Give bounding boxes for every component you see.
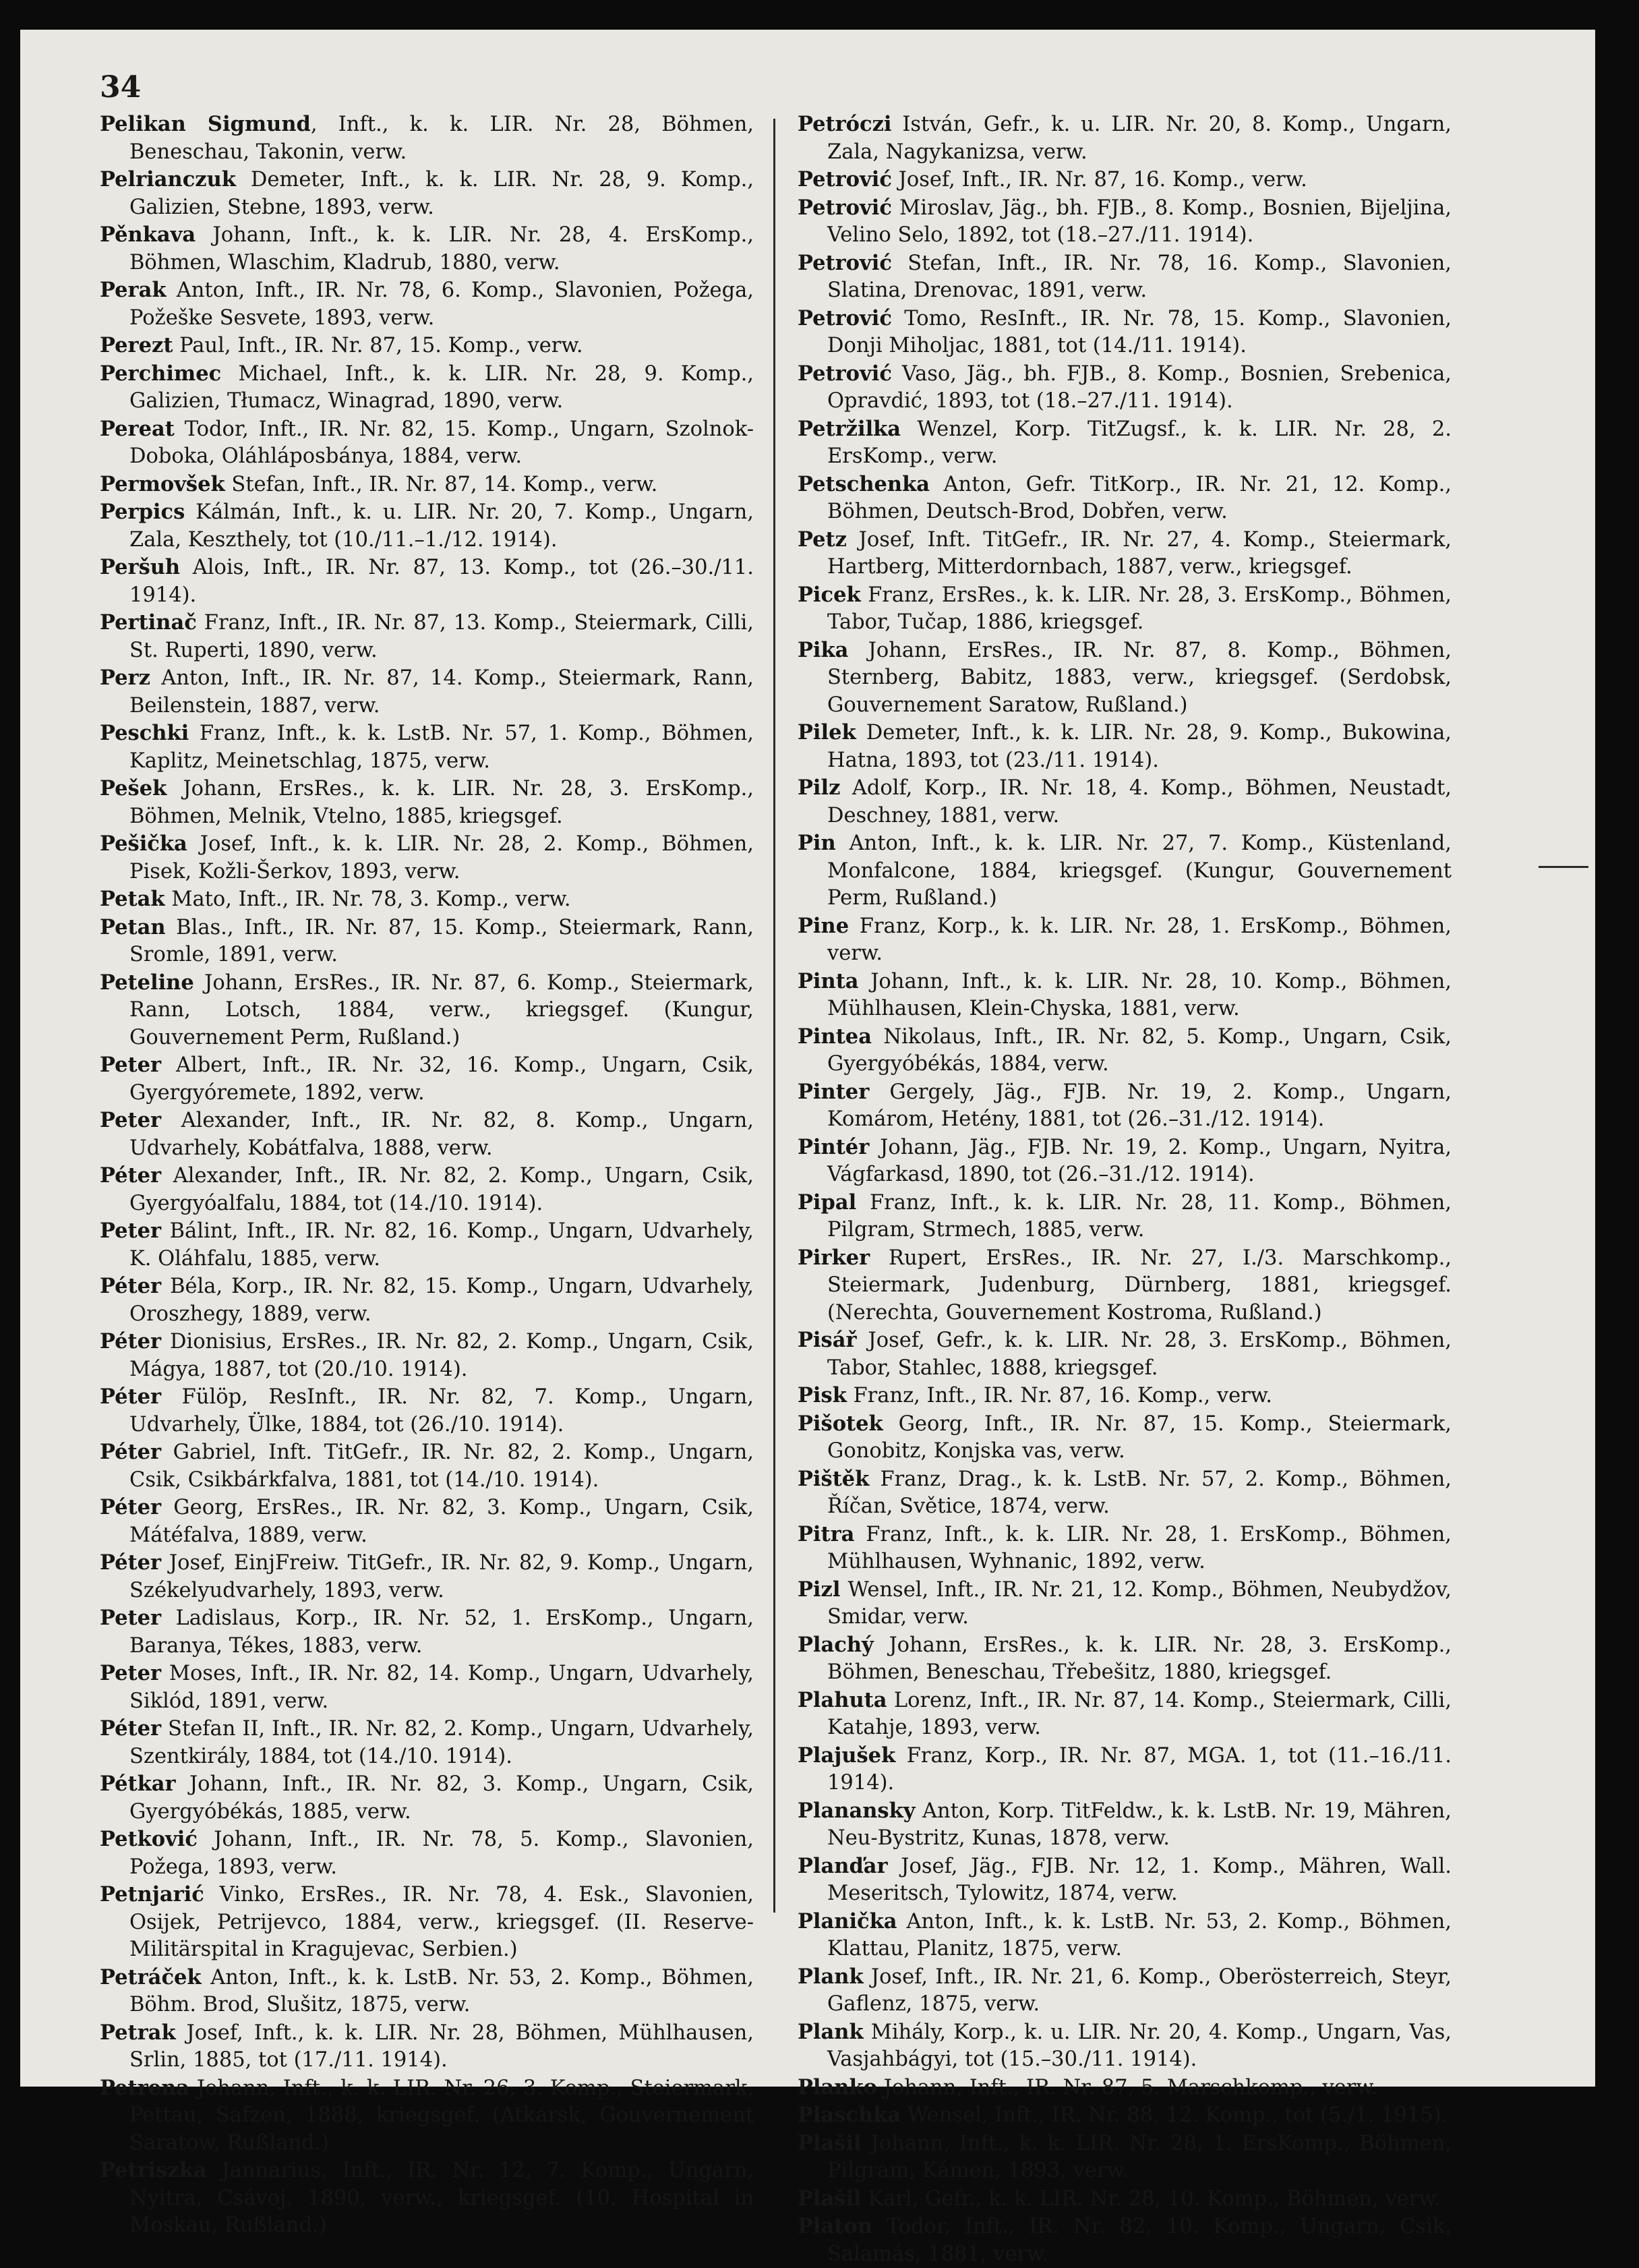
entry-surname: Planička <box>798 1909 897 1933</box>
entry-details: Moses, Inft., IR. Nr. 82, 14. Komp., Ungarn, Udvarhely, Siklód, 1891, verw. <box>129 1662 754 1713</box>
entry-details: Josef, Inft. TitGefr., IR. Nr. 27, 4. Komp., Steiermark, Hartberg, Mitterdornbach, 1887, verw., kriegsgef. <box>827 527 1452 579</box>
entry-details: Johann, Inft., k. k. LIR. Nr. 26, 3. Komp., Steiermark, Pettau, Safzen, 1888, kriegsgef. (Atkarsk, Gouvernement Saratow, Rußland.) <box>129 2076 754 2155</box>
page-number: 34 <box>100 70 142 105</box>
entry-surname: Picek <box>798 582 861 607</box>
casualty-entry <box>798 1576 1452 1631</box>
casualty-entry <box>798 637 1452 720</box>
entry-details: Franz, Inft., k. k. LstB. Nr. 57, 1. Komp., Böhmen, Kaplitz, Meinetschlag, 1875, verw. <box>129 722 754 773</box>
entry-surname: Peter <box>100 1661 162 1685</box>
entry-details: Tomo, ResInft., IR. Nr. 78, 15. Komp., Slavonien, Donji Miholjac, 1881, tot (14./11. 1914). <box>827 306 1452 357</box>
entry-surname: Petrović <box>798 250 892 275</box>
entry-details: , Inft., k. k. LIR. Nr. 28, Böhmen, Beneschau, Takonin, verw. <box>129 113 754 164</box>
entry-surname: Pintea <box>798 1024 872 1049</box>
entry-details: Johann, Inft., IR. Nr. 78, 5. Komp., Slavonien, Požega, 1893, verw. <box>129 1828 754 1879</box>
entry-surname: Pine <box>798 913 850 938</box>
entry-surname: Pinta <box>798 968 859 993</box>
casualty-entry <box>798 1742 1452 1797</box>
casualty-entry <box>100 830 754 885</box>
casualty-entry <box>798 360 1452 415</box>
entry-details: Wenzel, Korp. TitZugsf., k. k. LIR. Nr. 28, 2. ErsKomp., verw. <box>827 417 1452 468</box>
casualty-entry <box>798 1687 1452 1742</box>
entry-details: Johann, ErsRes., IR. Nr. 87, 8. Komp., Böhmen, Sternberg, Babitz, 1883, verw., kriegsgef. (Serdobsk, Gouvernement Saratow, Rußland.) <box>827 638 1452 717</box>
entry-details: Anton, Inft., IR. Nr. 78, 6. Komp., Slavonien, Požega, Požeške Sesvete, 1893, verw. <box>129 279 754 330</box>
margin-dash <box>1539 866 1588 868</box>
entry-details: Johann, ErsRes., k. k. LIR. Nr. 28, 3. ErsKomp., Böhmen, Melnik, Vtelno, 1885, kriegsgef. <box>129 777 754 828</box>
entry-details: Paul, Inft., IR. Nr. 87, 15. Komp., verw. <box>173 334 583 357</box>
entry-surname: Peršuh <box>100 555 181 579</box>
entry-surname: Pinter <box>798 1079 870 1104</box>
casualty-entry <box>798 1327 1452 1382</box>
casualty-entry <box>100 1715 754 1770</box>
entry-details: Adolf, Korp., IR. Nr. 18, 4. Komp., Böhmen, Neustadt, Deschney, 1881, verw. <box>827 776 1452 827</box>
entry-surname: Petan <box>100 914 166 939</box>
casualty-entry <box>100 554 754 609</box>
entry-surname: Plahuta <box>798 1687 887 1712</box>
entry-surname: Petróczi <box>798 112 892 136</box>
entry-details: Demeter, Inft., k. k. LIR. Nr. 28, 9. Komp., Galizien, Stebne, 1893, verw. <box>129 168 754 219</box>
entry-surname: Plank <box>798 1964 864 1989</box>
casualty-entry <box>798 166 1452 194</box>
casualty-entry <box>798 1797 1452 1853</box>
casualty-entry <box>100 720 754 775</box>
entry-details: Josef, Jäg., FJB. Nr. 12, 1. Komp., Mähren, Wall. Meseritsch, Tylowitz, 1874, verw. <box>827 1854 1452 1905</box>
entry-surname: Planďar <box>798 1853 888 1878</box>
entry-details: Franz, Inft., IR. Nr. 87, 13. Komp., Steiermark, Cilli, St. Ruperti, 1890, verw. <box>129 611 754 662</box>
casualty-entry <box>798 250 1452 305</box>
entry-details: Lorenz, Inft., IR. Nr. 87, 14. Komp., Steiermark, Cilli, Katahje, 1893, verw. <box>827 1688 1452 1739</box>
document-page <box>20 30 1595 2266</box>
casualty-entry <box>798 2101 1452 2130</box>
casualty-entry <box>100 1107 754 1162</box>
entry-surname: Petrović <box>798 306 892 330</box>
entry-surname: Péter <box>100 1550 162 1575</box>
entry-surname: Petnjarić <box>100 1882 204 1907</box>
casualty-entry <box>100 969 754 1052</box>
entry-surname: Perz <box>100 666 150 690</box>
casualty-entry <box>798 471 1452 526</box>
entry-surname: Pika <box>798 637 849 662</box>
casualty-entry <box>100 360 754 415</box>
entry-surname: Perak <box>100 278 167 302</box>
entry-surname: Petschenka <box>798 471 930 496</box>
entry-surname: Peter <box>100 1108 162 1132</box>
entry-details: Stefan II, Inft., IR. Nr. 82, 2. Komp., Ungarn, Udvarhely, Szentkirály, 1884, tot (14./10. 1914). <box>129 1717 754 1768</box>
entry-surname: Peter <box>100 1053 162 1077</box>
entry-details: Josef, Inft., IR. Nr. 87, 16. Komp., verw. <box>891 168 1307 192</box>
casualty-entry <box>100 277 754 332</box>
entry-details: Franz, Inft., k. k. LIR. Nr. 28, 11. Komp., Böhmen, Pilgram, Strmech, 1885, verw. <box>827 1190 1452 1242</box>
casualty-entry <box>798 912 1452 968</box>
entry-surname: Pišotek <box>798 1411 883 1436</box>
entry-surname: Pešek <box>100 776 167 801</box>
entry-details: Anton, Gefr. TitKorp., IR. Nr. 21, 12. Komp., Böhmen, Deutsch-Brod, Dobřen, verw. <box>827 472 1452 523</box>
column-divider <box>773 119 775 1913</box>
entry-details: Fülöp, ResInft., IR. Nr. 82, 7. Komp., Ungarn, Udvarhely, Ülke, 1884, tot (26./10. 1914). <box>129 1385 754 1436</box>
casualty-entry <box>100 332 754 360</box>
entry-surname: Platon <box>798 2214 872 2238</box>
entry-details: Jannarius, Inft., IR. Nr. 12, 7. Komp., Ungarn, Nyitra, Csávoj, 1890, verw., kriegsgef. (10. Hospital in Moskau, Rußland.) <box>129 2159 754 2237</box>
entry-details: Ladislaus, Korp., IR. Nr. 52, 1. ErsKomp., Ungarn, Baranya, Tékes, 1883, verw. <box>129 1606 754 1658</box>
entry-details: Nikolaus, Inft., IR. Nr. 82, 5. Komp., Ungarn, Csik, Gyergyóbékás, 1884, verw. <box>827 1024 1452 1076</box>
entry-surname: Planansky <box>798 1798 916 1823</box>
entry-details: Anton, Korp. TitFeldw., k. k. LstB. Nr. 19, Mähren, Neu-Bystritz, Kunas, 1878, verw. <box>827 1799 1452 1850</box>
entry-details: Gabriel, Inft. TitGefr., IR. Nr. 82, 2. Komp., Ungarn, Csik, Csikbárkfalva, 1881, tot (14./10. 1914). <box>129 1441 754 1492</box>
casualty-entry <box>798 2018 1452 2074</box>
casualty-entry <box>798 2213 1452 2268</box>
entry-surname: Peter <box>100 1219 162 1243</box>
entry-details: Anton, Inft., k. k. LstB. Nr. 53, 2. Komp., Böhmen, Klattau, Planitz, 1875, verw. <box>827 1909 1452 1960</box>
entry-details: Franz, Korp., IR. Nr. 87, MGA. 1, tot (11.–16./11. 1914). <box>827 1743 1452 1795</box>
entry-surname: Pisář <box>798 1328 857 1352</box>
entry-details: Franz, Inft., IR. Nr. 87, 16. Komp., verw. <box>846 1384 1272 1407</box>
casualty-entry <box>100 111 754 166</box>
entry-details: Johann, Inft., k. k. LIR. Nr. 28, 10. Komp., Böhmen, Mühlhausen, Klein-Chyska, 1881, verw. <box>827 969 1452 1020</box>
entry-surname: Petráček <box>100 1965 202 1989</box>
entry-details: Michael, Inft., k. k. LIR. Nr. 28, 9. Komp., Galizien, Tłumacz, Winagrad, 1890, verw. <box>129 361 754 413</box>
casualty-entry <box>100 1217 754 1273</box>
casualty-entry <box>100 221 754 277</box>
entry-surname: Petrović <box>798 195 892 220</box>
entry-surname: Petrović <box>798 361 892 386</box>
entry-surname: Plachý <box>798 1632 874 1657</box>
entry-details: Béla, Korp., IR. Nr. 82, 15. Komp., Ungarn, Udvarhely, Oroszhegy, 1889, verw. <box>129 1275 754 1326</box>
entry-details: Alexander, Inft., IR. Nr. 82, 8. Komp., Ungarn, Udvarhely, Kobátfalva, 1888, verw. <box>129 1109 754 1160</box>
entry-details: Vaso, Jäg., bh. FJB., 8. Komp., Bosnien, Srebenica, Opravdić, 1893, tot (18.–27./11. 1914). <box>827 361 1452 413</box>
entry-details: Wensel, Inft., IR. Nr. 88, 12. Komp., tot (5./1. 1915). <box>901 2103 1448 2127</box>
casualty-entry <box>798 2130 1452 2185</box>
entry-surname: Pěnkava <box>100 223 196 247</box>
entry-surname: Petrović <box>798 167 892 192</box>
entry-details: Mato, Inft., IR. Nr. 78, 3. Komp., verw. <box>165 888 571 911</box>
entry-details: Karl, Gefr., k. k. LIR. Nr. 28, 10. Komp., Böhmen, verw. <box>861 2186 1441 2211</box>
entry-details: Johann, ErsRes., k. k. LIR. Nr. 28, 3. ErsKomp., Böhmen, Beneschau, Třebešitz, 1880, kriegsgef. <box>827 1633 1452 1684</box>
entry-surname: Pintér <box>798 1134 870 1159</box>
entry-details: Franz, ErsRes., k. k. LIR. Nr. 28, 3. ErsKomp., Böhmen, Tabor, Tučap, 1886, kriegsgef. <box>827 583 1452 634</box>
entry-surname: Pisk <box>798 1383 847 1407</box>
entry-details: Franz, Inft., k. k. LIR. Nr. 28, 1. ErsKomp., Böhmen, Mühlhausen, Wyhnanic, 1892, verw. <box>827 1522 1452 1573</box>
casualty-entry <box>798 1078 1452 1134</box>
left-column <box>100 111 754 2240</box>
entry-details: Johann, Inft., IR. Nr. 87, 5. Marschkomp., verw. <box>876 2075 1378 2099</box>
casualty-entry <box>798 1908 1452 1963</box>
entry-surname: Pištěk <box>798 1466 870 1491</box>
entry-surname: Péter <box>100 1440 162 1464</box>
entry-surname: Pin <box>798 831 836 855</box>
casualty-entry <box>798 1631 1452 1687</box>
casualty-entry <box>100 2157 754 2240</box>
entry-surname: Pitra <box>798 1521 855 1546</box>
entry-details: Georg, Inft., IR. Nr. 87, 15. Komp., Steiermark, Gonobitz, Konjska vas, verw. <box>827 1412 1452 1463</box>
casualty-entry <box>798 1134 1452 1189</box>
entry-surname: Petz <box>798 527 847 552</box>
casualty-entry <box>100 1660 754 1715</box>
casualty-entry <box>798 1465 1452 1521</box>
entry-details: Johann, Inft., k. k. LIR. Nr. 28, 1. ErsKomp., Böhmen, Pilgram, Kámen, 1893, verw. <box>827 2131 1452 2182</box>
entry-surname: Petković <box>100 1827 198 1851</box>
entry-surname: Pétkar <box>100 1772 176 1796</box>
casualty-entry <box>100 1162 754 1217</box>
entry-surname: Planko <box>798 2074 877 2099</box>
entry-details: Todor, Inft., IR. Nr. 82, 10. Komp., Ungarn, Csik, Salamás, 1881, verw. <box>827 2215 1452 2266</box>
casualty-entry <box>100 1438 754 1494</box>
entry-surname: Petrak <box>100 2020 176 2045</box>
casualty-entry <box>100 1964 754 2019</box>
entry-details: Dionisius, ErsRes., IR. Nr. 82, 2. Komp., Ungarn, Csik, Mágya, 1887, tot (20./10. 1914). <box>129 1330 754 1381</box>
casualty-entry <box>798 2185 1452 2213</box>
entry-surname: Pilek <box>798 720 856 745</box>
casualty-entry <box>798 774 1452 830</box>
entry-details: Alois, Inft., IR. Nr. 87, 13. Komp., tot (26.–30./11. 1914). <box>129 556 754 607</box>
casualty-entry <box>100 664 754 720</box>
entry-surname: Pipal <box>798 1190 857 1215</box>
casualty-entry <box>798 111 1452 166</box>
entry-details: Stefan, Inft., IR. Nr. 87, 14. Komp., verw. <box>225 472 658 496</box>
casualty-entry <box>100 885 754 914</box>
casualty-entry <box>100 415 754 471</box>
casualty-entry <box>100 1383 754 1438</box>
entry-surname: Pešička <box>100 832 187 856</box>
entry-surname: Péter <box>100 1329 162 1354</box>
entry-details: Miroslav, Jäg., bh. FJB., 8. Komp., Bosnien, Bijeljina, Velino Selo, 1892, tot (18.–27./11. 1914). <box>827 196 1452 247</box>
entry-surname: Plank <box>798 2019 864 2044</box>
entry-surname: Pereat <box>100 416 175 441</box>
casualty-entry <box>100 2074 754 2157</box>
entry-surname: Pilz <box>798 776 841 800</box>
casualty-entry <box>798 719 1452 774</box>
entry-details: Stefan, Inft., IR. Nr. 78, 16. Komp., Slavonien, Slatina, Drenovac, 1891, verw. <box>827 251 1452 302</box>
entry-details: Johann, Jäg., FJB. Nr. 19, 2. Komp., Ungarn, Nyitra, Vágfarkasd, 1890, tot (26.–31./12. 1914). <box>827 1135 1452 1186</box>
entry-surname: Peteline <box>100 970 194 995</box>
casualty-entry <box>100 471 754 499</box>
casualty-entry <box>100 1494 754 1549</box>
entry-details: Wensel, Inft., IR. Nr. 21, 12. Komp., Böhmen, Neubydžov, Smidar, verw. <box>827 1577 1452 1629</box>
casualty-entry <box>100 498 754 554</box>
entry-surname: Péter <box>100 1385 162 1409</box>
casualty-entry <box>798 1853 1452 1908</box>
entry-surname: Péter <box>100 1495 162 1519</box>
casualty-entry <box>798 968 1452 1023</box>
casualty-entry <box>798 1410 1452 1465</box>
entry-details: Mihály, Korp., k. u. LIR. Nr. 20, 4. Komp., Ungarn, Vas, Vasjahbágyi, tot (15.–30./11. 1914). <box>827 2020 1452 2071</box>
entry-details: Franz, Drag., k. k. LstB. Nr. 57, 2. Komp., Böhmen, Říčan, Světice, 1874, verw. <box>827 1467 1452 1518</box>
entry-surname: Pertinač <box>100 610 197 635</box>
entry-surname: Petriszka <box>100 2158 207 2182</box>
right-column <box>798 111 1452 2268</box>
casualty-entry <box>100 1549 754 1604</box>
casualty-entry <box>798 305 1452 360</box>
casualty-entry <box>798 581 1452 637</box>
entry-surname: Pelrianczuk <box>100 167 236 192</box>
entry-surname: Pirker <box>798 1245 870 1270</box>
entry-details: Georg, ErsRes., IR. Nr. 82, 3. Komp., Ungarn, Csik, Mátéfalva, 1889, verw. <box>129 1496 754 1547</box>
entry-details: Gergely, Jäg., FJB. Nr. 19, 2. Komp., Ungarn, Komárom, Hetény, 1881, tot (26.–31./12. 1914). <box>827 1080 1452 1131</box>
casualty-entry <box>798 830 1452 912</box>
entry-surname: Peter <box>100 1606 162 1630</box>
casualty-entry <box>798 1189 1452 1244</box>
casualty-entry <box>798 1382 1452 1410</box>
entry-details: Josef, Inft., k. k. LIR. Nr. 28, 2. Komp., Böhmen, Pisek, Kožli-Šerkov, 1893, verw. <box>129 832 754 883</box>
entry-details: Josef, Inft., IR. Nr. 21, 6. Komp., Oberösterreich, Steyr, Gaflenz, 1875, verw. <box>827 1965 1452 2016</box>
entry-surname: Permovšek <box>100 471 225 496</box>
entry-details: Todor, Inft., IR. Nr. 82, 15. Komp., Ungarn, Szolnok-Doboka, Oláhláposbánya, 1884, verw. <box>129 417 754 468</box>
casualty-entry <box>100 609 754 664</box>
casualty-entry <box>100 166 754 221</box>
entry-details: Anton, Inft., k. k. LstB. Nr. 53, 2. Komp., Böhmen, Böhm. Brod, Slušitz, 1875, verw. <box>129 1965 754 2016</box>
entry-details: Alexander, Inft., IR. Nr. 82, 2. Komp., Ungarn, Csik, Gyergyóalfalu, 1884, tot (14./10. 1914). <box>129 1164 754 1215</box>
casualty-entry <box>100 914 754 969</box>
casualty-entry <box>798 1963 1452 2018</box>
entry-details: Bálint, Inft., IR. Nr. 82, 16. Komp., Ungarn, Udvarhely, K. Oláhfalu, 1885, verw. <box>129 1219 754 1271</box>
casualty-entry <box>798 526 1452 581</box>
entry-details: Demeter, Inft., k. k. LIR. Nr. 28, 9. Komp., Bukowina, Hatna, 1893, tot (23./11. 1914). <box>827 721 1452 772</box>
casualty-entry <box>798 1244 1452 1327</box>
entry-surname: Perpics <box>100 500 185 524</box>
casualty-entry <box>100 775 754 830</box>
entry-details: Anton, Inft., IR. Nr. 87, 14. Komp., Steiermark, Rann, Beilenstein, 1887, verw. <box>129 666 754 718</box>
entry-surname: Péter <box>100 1274 162 1298</box>
entry-details: Vinko, ErsRes., IR. Nr. 78, 4. Esk., Slavonien, Osijek, Petrijevco, 1884, verw., kriegsgef. (II. Reserve-Militärspital in Kragujevac, Serbien.) <box>129 1883 754 1961</box>
casualty-entry <box>100 1273 754 1328</box>
casualty-entry <box>100 2019 754 2074</box>
casualty-entry <box>100 1826 754 1881</box>
casualty-entry <box>100 1770 754 1826</box>
entry-surname: Péter <box>100 1163 162 1188</box>
casualty-entry <box>798 2074 1452 2102</box>
entry-details: Anton, Inft., k. k. LIR. Nr. 27, 7. Komp., Küstenland, Monfalcone, 1884, kriegsgef. (Kungur, Gouvernement Perm, Rußland.) <box>827 832 1452 910</box>
entry-surname: Petržilka <box>798 416 901 441</box>
casualty-entry <box>798 1521 1452 1576</box>
entry-surname: Perchimec <box>100 361 222 386</box>
entry-details: Rupert, ErsRes., IR. Nr. 27, I./3. Marschkomp., Steiermark, Judenburg, Dürnberg, 1881, kriegsgef. (Nerechta, Gouvernement Kostroma, Rußland.) <box>827 1246 1452 1325</box>
entry-surname: Pizl <box>798 1577 841 1602</box>
casualty-entry <box>798 1023 1452 1078</box>
entry-details: Josef, Inft., k. k. LIR. Nr. 28, Böhmen, Mühlhausen, Srlin, 1885, tot (17./11. 1914). <box>129 2020 754 2072</box>
casualty-entry <box>100 1881 754 1964</box>
entry-surname: Petrena <box>100 2075 190 2100</box>
entry-details: Kálmán, Inft., k. u. LIR. Nr. 20, 7. Komp., Ungarn, Zala, Keszthely, tot (10./11.–1./12. 1914). <box>129 500 754 552</box>
entry-details: Albert, Inft., IR. Nr. 32, 16. Komp., Ungarn, Csik, Gyergyóremete, 1892, verw. <box>129 1053 754 1105</box>
entry-details: Johann, Inft., k. k. LIR. Nr. 28, 4. ErsKomp., Böhmen, Wlaschim, Kladrub, 1880, verw. <box>129 223 754 274</box>
entry-surname: Petak <box>100 887 165 911</box>
entry-surname: Plašil <box>798 2186 862 2211</box>
entry-details: Johann, Inft., IR. Nr. 82, 3. Komp., Ungarn, Csik, Gyergyóbékás, 1885, verw. <box>129 1772 754 1824</box>
entry-surname: Plajušek <box>798 1743 896 1768</box>
entry-details: Johann, ErsRes., IR. Nr. 87, 6. Komp., Steiermark, Rann, Lotsch, 1884, verw., kriegsgef. (Kungur, Gouvernement Perm, Rußland.) <box>129 970 754 1049</box>
entry-surname: Plašil <box>798 2130 862 2155</box>
entry-details: István, Gefr., k. u. LIR. Nr. 20, 8. Komp., Ungarn, Zala, Nagykanizsa, verw. <box>827 113 1452 164</box>
casualty-entry <box>798 415 1452 471</box>
entry-surname: Péter <box>100 1716 162 1741</box>
entry-details: Franz, Korp., k. k. LIR. Nr. 28, 1. ErsKomp., Böhmen, verw. <box>827 914 1452 965</box>
entry-surname: Peschki <box>100 721 189 745</box>
entry-surname: Pelikan Sigmund <box>100 112 311 136</box>
entry-details: Blas., Inft., IR. Nr. 87, 15. Komp., Steiermark, Rann, Sromle, 1891, verw. <box>129 915 754 966</box>
casualty-entry <box>100 1328 754 1383</box>
entry-surname: Perezt <box>100 333 173 357</box>
casualty-entry <box>798 194 1452 250</box>
entry-details: Josef, Gefr., k. k. LIR. Nr. 28, 3. ErsKomp., Böhmen, Tabor, Stahlec, 1888, kriegsgef. <box>827 1329 1452 1380</box>
casualty-entry <box>100 1051 754 1107</box>
entry-details: Josef, EinjFreiw. TitGefr., IR. Nr. 82, 9. Komp., Ungarn, Székelyudvarhely, 1893, verw. <box>129 1551 754 1602</box>
entry-surname: Plaschka <box>798 2103 901 2127</box>
casualty-entry <box>100 1604 754 1660</box>
